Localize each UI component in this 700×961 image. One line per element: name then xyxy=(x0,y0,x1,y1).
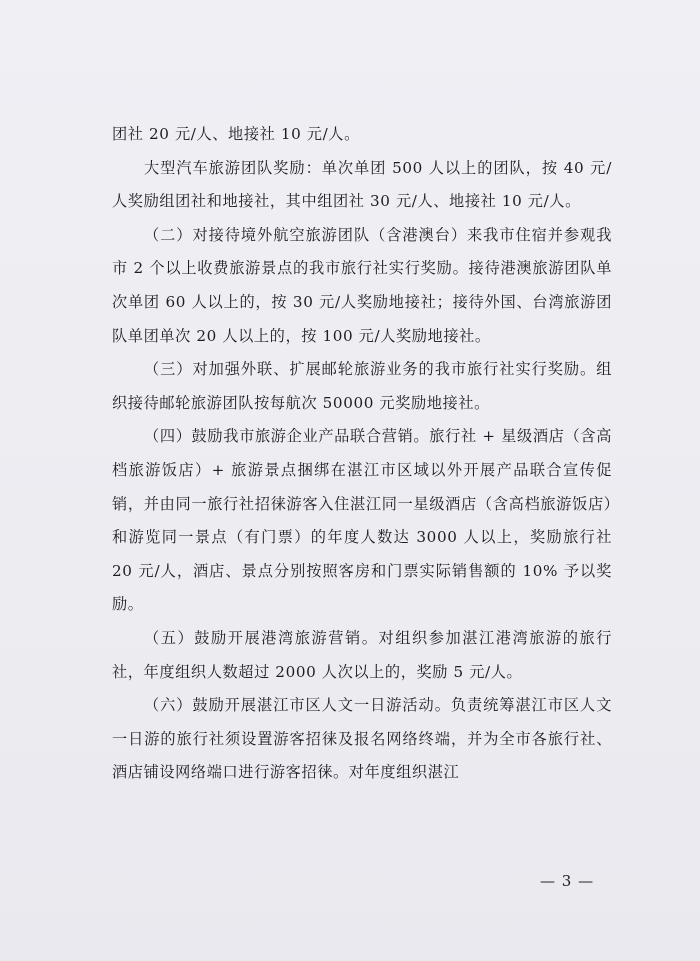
paragraph-section-3: （三）对加强外联、扩展邮轮旅游业务的我市旅行社实行奖励。组织接待邮轮旅游团队按每航次 50000 元奖励地接社。 xyxy=(112,360,612,412)
paragraph-section-6: （六）鼓励开展湛江市区人文一日游活动。负责统筹湛江市区人文一日游的旅行社须设置游客招徕及报名网络终端，并为全市各旅行社、酒店铺设网络端口进行游客招徕。对年度组织湛江 xyxy=(112,696,612,782)
page-number: — 3 — xyxy=(540,872,595,890)
paragraph-section-5: （五）鼓励开展港湾旅游营销。对组织参加湛江港湾旅游的旅行社，年度组织人数超过 2000 人次以上的，奖励 5 元/人。 xyxy=(112,628,612,681)
body-text xyxy=(112,118,612,790)
paragraph-section-4: （四）鼓励我市旅游企业产品联合营销。旅行社 + 星级酒店（含高档旅游饭店）+ 旅游景点捆绑在湛江市区域以外开展产品联合宣传促销，并由同一旅行社招徕游客入住湛江同一星级酒店（含高档旅游饭店）和游览同一景点（有门票）的年度人数达 3000 人以上，奖励旅行社 20 元/人，酒店、景点分别按照客房和门票实际销售额的 10% 予以奖励。 xyxy=(112,427,612,614)
paragraph-continuation: 团社 20 元/人、地接社 10 元/人。 xyxy=(112,125,360,143)
paragraph-section-2: （二）对接待境外航空旅游团队（含港澳台）来我市住宿并参观我市 2 个以上收费旅游景点的我市旅行社实行奖励。接待港澳旅游团队单次单团 60 人以上的，按 30 元/人奖励地接社；接待外国、台湾旅游团队单团单次 20 人以上的，按 100 元/人奖励地接社。 xyxy=(112,225,612,345)
paragraph-bus-group-reward: 大型汽车旅游团队奖励：单次单团 500 人以上的团队，按 40 元/人奖励组团社和地接社，其中组团社 30 元/人、地接社 10 元/人。 xyxy=(112,158,612,211)
